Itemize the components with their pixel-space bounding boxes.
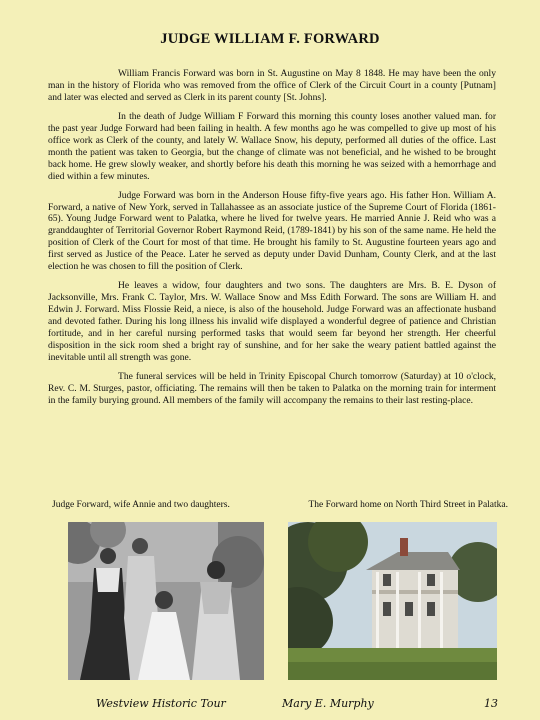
footer-tour-name: Westview Historic Tour bbox=[96, 697, 226, 710]
house-photo bbox=[288, 522, 497, 680]
family-photo bbox=[68, 522, 264, 680]
paragraph-1: William Francis Forward was born in St. Augustine on May 8 1848. He may have been the only man in the history of Florida who was removed from the office of Clerk of the Circuit Court in a county [Putnam] and later was elected and served as Clerk in its parent county [St. Johns]. bbox=[48, 68, 496, 103]
caption-family-photo: Judge Forward, wife Annie and two daughters. bbox=[52, 500, 230, 510]
page-footer bbox=[0, 697, 540, 715]
photo-captions bbox=[52, 500, 508, 510]
caption-house-photo: The Forward home on North Third Street in Palatka. bbox=[308, 500, 508, 510]
paragraph-3: Judge Forward was born in the Anderson House fifty-five years ago. His father Hon. William A. Forward, a native of New York, served in Tallahassee as an associate justice of the Supreme Court of Florida (1861-65). Young Judge Forward went to Palatka, where he lived for twelve years. He married Annie J. Reid who was a granddaughter of Territorial Governor Robert Raymond Reid, (1789-1841) by his son of the same name. He held the position of Clerk of the Court for most of that time. He brought his family to St. Augustine fourteen years ago and first served as Justice of the Peace. Later he served as deputy under David Dunham, County Clerk, and at the last election he was chosen to fill the position of Clerk. bbox=[48, 189, 496, 273]
footer-author: Mary E. Murphy bbox=[282, 697, 374, 710]
paragraph-2: In the death of Judge William F Forward this morning this county loses another valued man. for the past year Judge Forward had been failing in health. A few months ago he was compelled to give up most of his office work as Clerk of the county, and lately W. Wallace Snow, his deputy, performed all duties of the office. Last month the patient was taken to Georgia, but the change of climate was not beneficial, and he wished to be brought back home. He grew slowly weaker, and shortly before his death this morning he was seized with a hemorrhage and died within a few minutes. bbox=[48, 110, 496, 182]
page-title: JUDGE WILLIAM F. FORWARD bbox=[160, 31, 380, 47]
paragraph-4: He leaves a widow, four daughters and two sons. The daughters are Mrs. B. E. Dyson of Jacksonville, Mrs. Frank C. Taylor, Mrs. W. Wallace Snow and Mss Edith Forward. The sons are William H. and Edwin J. Forward. Miss Flossie Reid, a niece, is also of the household. Judge Forward was an affectionate husband and devoted father. During his long illness his invalid wife displayed a wonderful degree of patience and Christian fortitude, and in her careful nursing performed tasks that would seem far beyond her strength. Her cheerful disposition in the sick room shed a bright ray of sunshine, and for her sake the weary patient battled against the inevitable until all strength was gone. bbox=[48, 280, 496, 363]
page-number: 13 bbox=[484, 697, 498, 710]
article-body bbox=[48, 68, 496, 414]
paragraph-5: The funeral services will be held in Trinity Episcopal Church tomorrow (Saturday) at 10 o'clock, Rev. C. M. Sturges, pastor, officiating. The remains will then be taken to Palatka on the morning train for interment in the family burying ground. All members of the family will accompany the remains to their last resting-place. bbox=[48, 370, 496, 406]
